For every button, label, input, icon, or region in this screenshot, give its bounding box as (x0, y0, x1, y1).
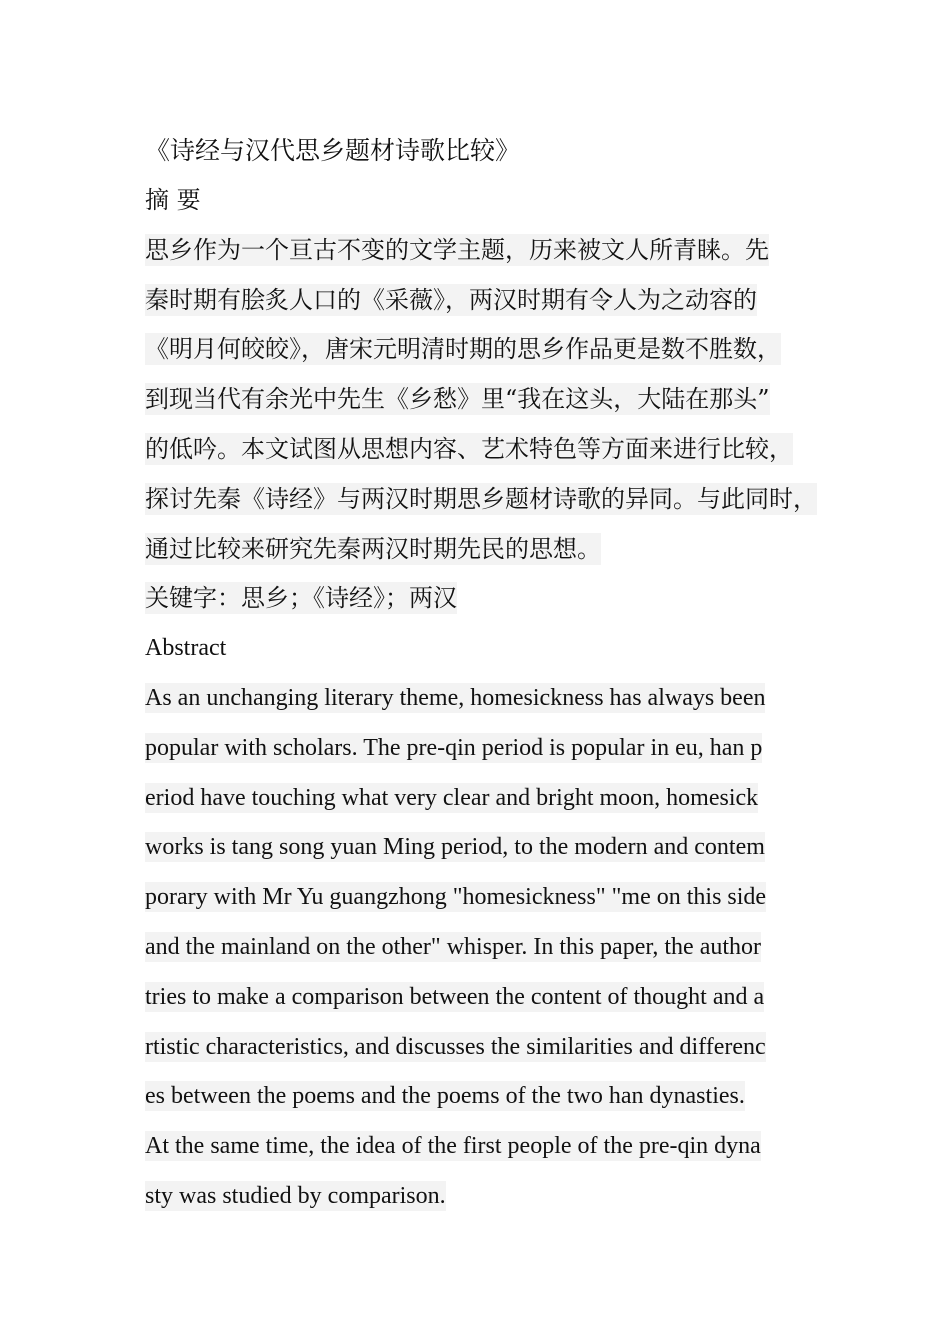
english-abstract-heading (145, 624, 835, 674)
document-body (145, 126, 835, 1222)
chinese-abstract-line-text: 的低吟。本文试图从思想内容、艺术特色等方面来进行比较， (145, 434, 793, 463)
english-abstract-line-text: eriod have touching what very clear and bright moon, homesick (145, 784, 759, 811)
document-title: 《诗经与汉代思乡题材诗歌比较》 (145, 136, 521, 165)
abstract-heading (145, 176, 835, 226)
english-abstract-line-text: popular with scholars. The pre-qin period is popular in eu, han p (145, 734, 763, 761)
english-abstract-line (145, 774, 835, 824)
keywords-line (145, 574, 835, 624)
english-abstract-line-text: At the same time, the idea of the first people of the pre-qin dyna (145, 1133, 761, 1160)
english-abstract-line (145, 674, 835, 724)
chinese-abstract-line (145, 375, 835, 425)
english-abstract-line (145, 823, 835, 873)
english-abstract (145, 674, 835, 1222)
abstract-heading-text: 摘 要 (145, 186, 201, 214)
english-abstract-line (145, 724, 835, 774)
chinese-abstract-line (145, 226, 835, 276)
chinese-abstract (145, 226, 835, 575)
chinese-abstract-line-text: 思乡作为一个亘古不变的文学主题，历来被文人所青睐。先 (145, 235, 769, 264)
english-abstract-line-text: tries to make a comparison between the content of thought and a (145, 983, 765, 1010)
chinese-abstract-line-text: 《明月何皎皎》，唐宋元明清时期的思乡作品更是数不胜数， (145, 335, 781, 364)
chinese-abstract-line (145, 276, 835, 326)
english-abstract-line (145, 1072, 835, 1122)
english-abstract-line-text: and the mainland on the other" whisper. In this paper, the author (145, 933, 762, 960)
chinese-abstract-line-text: 到现当代有余光中先生《乡愁》里“我在这头，大陆在那头” (145, 385, 770, 414)
chinese-abstract-line (145, 475, 835, 525)
english-abstract-line-text: sty was studied by comparison. (145, 1182, 446, 1209)
english-abstract-line (145, 1122, 835, 1172)
chinese-abstract-line (145, 325, 835, 375)
chinese-abstract-line (145, 525, 835, 575)
english-abstract-line (145, 873, 835, 923)
english-abstract-line-text: As an unchanging literary theme, homesickness has always been (145, 684, 766, 711)
english-abstract-line-text: porary with Mr Yu guangzhong "homesickness" "me on this side (145, 884, 767, 911)
english-abstract-line (145, 923, 835, 973)
chinese-abstract-line-text: 通过比较来研究先秦两汉时期先民的思想。 (145, 534, 601, 563)
chinese-abstract-line-text: 秦时期有脍炙人口的《采薇》，两汉时期有令人为之动容的 (145, 285, 757, 314)
english-abstract-line-text: rtistic characteristics, and discusses the similarities and differenc (145, 1033, 766, 1060)
keywords-text: 关键字：思乡；《诗经》；两汉 (145, 584, 457, 613)
chinese-abstract-line (145, 425, 835, 475)
english-abstract-line-text: es between the poems and the poems of the two han dynasties. (145, 1083, 745, 1110)
english-abstract-line-text: works is tang song yuan Ming period, to the modern and contem (145, 834, 765, 861)
english-abstract-line (145, 1172, 835, 1222)
english-abstract-heading-text: Abstract (145, 635, 227, 662)
english-abstract-line (145, 1023, 835, 1073)
chinese-abstract-line-text: 探讨先秦《诗经》与两汉时期思乡题材诗歌的异同。与此同时， (145, 484, 817, 513)
english-abstract-line (145, 973, 835, 1023)
